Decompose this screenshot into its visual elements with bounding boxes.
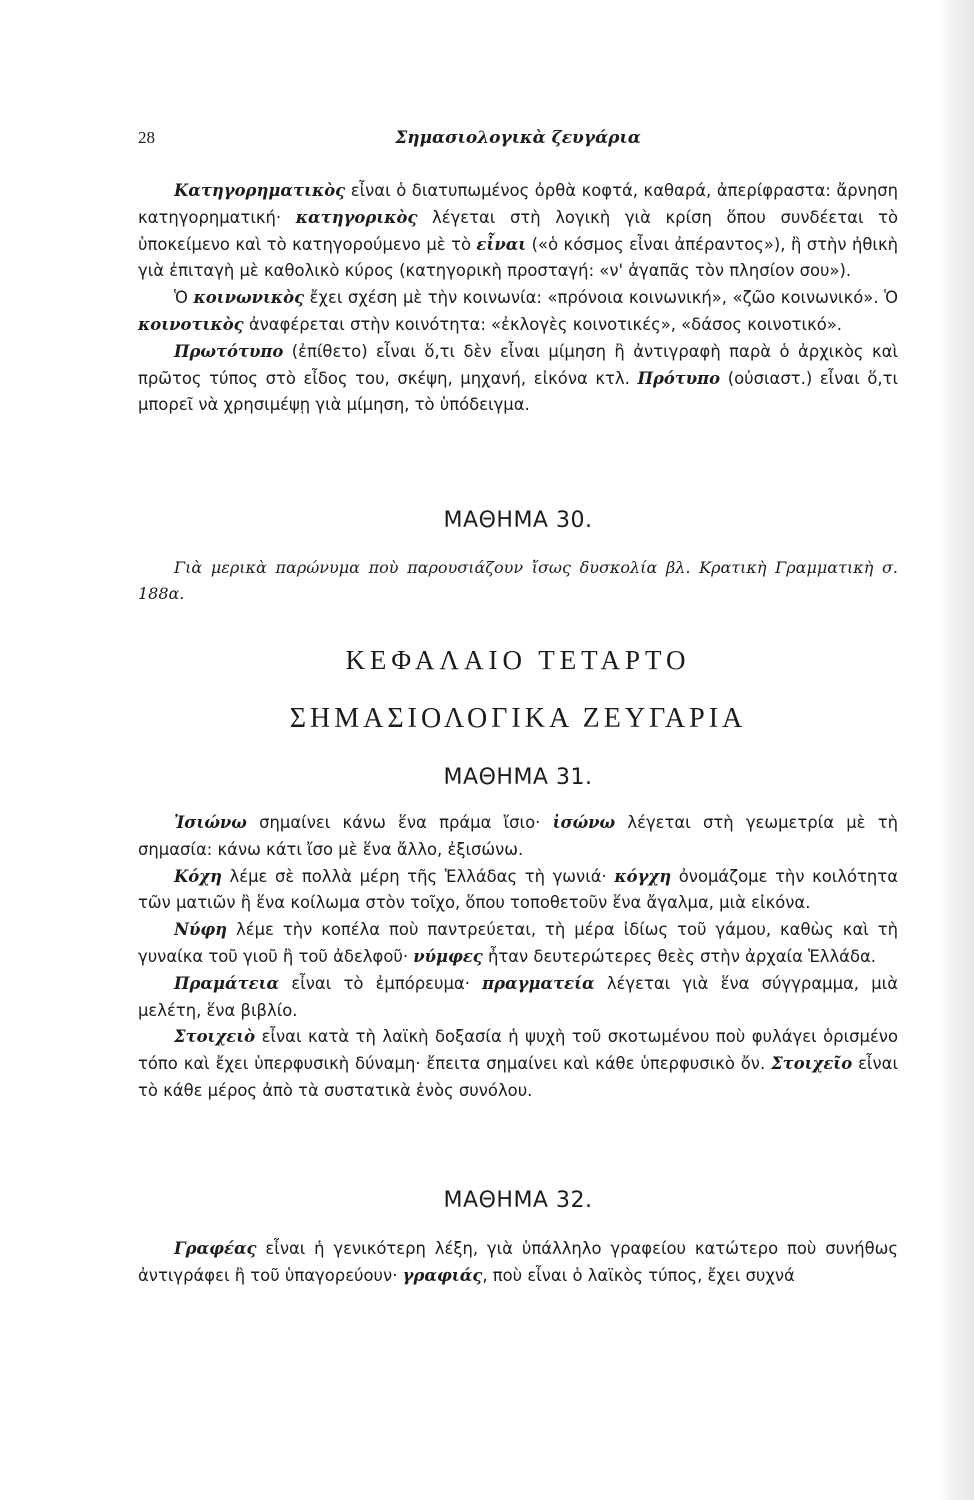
term: εἶναι: [476, 234, 527, 254]
chapter-title: ΚΕΦΑΛΑΙΟ ΤΕΤΑΡΤΟ: [345, 645, 691, 675]
term: Στοιχειὸ: [174, 1027, 256, 1047]
term: Πρωτότυπο: [174, 341, 284, 361]
term: γραφιάς: [402, 1265, 483, 1285]
paragraph-stoicheio: Στοιχειὸ εἶναι κατὰ τὴ λαϊκὴ δοξασία ἡ ψυχὴ τοῦ σκοτωμένου ποὺ φυλάγει ὁρισμένο τόπο καὶ ἔχει ὑπερφυσικὴ δύναμη· ἔπειτα σημαίνει καὶ κάθε ὑπερφυσικὸ ὄν. Στοιχεῖο εἶναι τὸ κάθε μέρος ἀπὸ τὰ συστατικὰ ἑνὸς συνόλου.: [138, 1027, 898, 1100]
page-edge-shadow: [940, 0, 974, 1500]
term: Πρότυπο: [637, 368, 721, 388]
paragraph-nyfi: Νύφη λέμε τὴν κοπέλα ποὺ παντρεύεται, τὴ μέρα ἰδίως τοῦ γάμου, καθὼς καὶ τὴ γυναίκα τοῦ γιοῦ ἢ τοῦ ἀδελφοῦ· νύμφες ἦταν δευτερώτερες θεὲς στὴν ἀρχαία Ἑλλάδα.: [138, 920, 898, 966]
lesson-30-heading: ΜΑΘΗΜΑ 30.: [443, 508, 593, 533]
term: Ἰσιώνω: [174, 813, 247, 832]
term: νύμφες: [413, 946, 483, 966]
paragraph-isiono: Ἰσιώνω σημαίνει κάνω ἕνα πράμα ἴσιο· ἰσώνω λέγεται στὴ γεωμετρία μὲ τὴ σημασία: κάνω κάτι ἴσο μὲ ἕνα ἄλλο, ἐξισώνω.: [138, 813, 898, 859]
paragraph-kochi: Κόχη λέμε σὲ πολλὰ μέρη τῆς Ἑλλάδας τὴ γωνιά· κόγχη ὀνομάζομε τὴν κοιλότητα τῶν ματιῶν ἢ ἕνα κοίλωμα στὸν τοῖχο, ὅπου τοποθετοῦν ἕνα ἄγαλμα, μιὰ εἰκόνα.: [138, 866, 898, 913]
paragraph-koinonikos: Ὁ κοινωνικὸς ἔχει σχέση μὲ τὴν κοινωνία: «πρόνοια κοινωνική», «ζῶο κοινωνικό». Ὁ κοινοτικὸς ἀναφέρεται στὴν κοινότητα: «ἐκλογὲς κοινοτικές», «δάσος κοινοτικό».: [138, 288, 898, 334]
term: πραγματεία: [482, 973, 595, 993]
running-title: Σημασιολογικὰ ζευγάρια: [395, 128, 641, 148]
term: Πραμάτεια: [174, 973, 280, 993]
paragraph-grafeas: Γραφέας εἶναι ἡ γενικότερη λέξη, γιὰ ὑπάλληλο γραφείου κατώτερο ποὺ συνήθως ἀντιγράφει ἢ τοῦ ὑπαγορεύουν· γραφιάς, ποὺ εἶναι ὁ λαϊκὸς τύπος, ἔχει συχνά: [138, 1239, 898, 1285]
paragraph-pramateia: Πραμάτεια εἶναι τὸ ἐμπόρευμα· πραγματεία λέγεται γιὰ ἕνα σύγγραμμα, μιὰ μελέτη, ἕνα βιβλίο.: [138, 973, 898, 1020]
term: κόγχη: [614, 866, 672, 886]
term: ἰσώνω: [552, 813, 616, 832]
page-number: 28: [138, 128, 155, 147]
lesson-32-text: [138, 1236, 898, 1290]
lesson-32-heading: ΜΑΘΗΜΑ 32.: [443, 1188, 593, 1213]
lesson-31-heading: ΜΑΘΗΜΑ 31.: [443, 765, 593, 790]
running-header: [138, 128, 898, 152]
term: Κατηγορηματικὸς: [174, 181, 346, 200]
term: Γραφέας: [174, 1239, 257, 1258]
section-title: ΣΗΜΑΣΙΟΛΟΓΙΚΑ ΖΕΥΓΑΡΙΑ: [289, 703, 747, 734]
term: κοινοτικὸς: [138, 314, 244, 334]
term: Νύφη: [174, 920, 228, 940]
lesson-30-note: Γιὰ μερικὰ παρώνυμα ποὺ παρουσιάζουν ἴσως δυσκολία βλ. Κρατικὴ Γραμματικὴ σ. 188α.: [138, 558, 898, 603]
intro-text: [138, 178, 898, 419]
term: κατηγορικὸς: [295, 207, 418, 227]
paragraph-katigorimatikos: Κατηγορηματικὸς εἶναι ὁ διατυπωμένος ὀρθὰ κοφτά, καθαρά, ἀπερίφραστα: ἄρνηση κατηγορηματική· κατηγορικὸς λέγεται στὴ λογικὴ γιὰ κρίση ὅπου συνδέεται τὸ ὑποκείμενο καὶ τὸ κατηγορούμενο μὲ τὸ εἶναι («ὁ κόσμος εἶναι ἀπέραντος»), ἢ στὴν ἠθικὴ γιὰ ἐπιταγὴ μὲ καθολικὸ κύρος (κατηγορικὴ προσταγή: «ν' ἀγαπᾶς τὸν πλησίον σου»).: [138, 181, 899, 281]
paragraph-prototypo: Πρωτότυπο (ἐπίθετο) εἶναι ὅ,τι δὲν εἶναι μίμηση ἢ ἀντιγραφὴ παρὰ ὁ ἀρχικὸς καὶ πρῶτος τύπος στὸ εἶδος του, σκέψη, μηχανή, εἰκόνα κτλ. Πρότυπο (οὐσιαστ.) εἶναι ὅ,τι μπορεῖ νὰ χρησιμέψῃ γιὰ μίμηση, τὸ ὑπόδειγμα.: [138, 341, 898, 415]
term: Κόχη: [174, 866, 222, 886]
lesson-31-text: [138, 810, 898, 1105]
term: κοινωνικὸς: [193, 288, 305, 308]
term: Στοιχεῖο: [771, 1054, 853, 1074]
